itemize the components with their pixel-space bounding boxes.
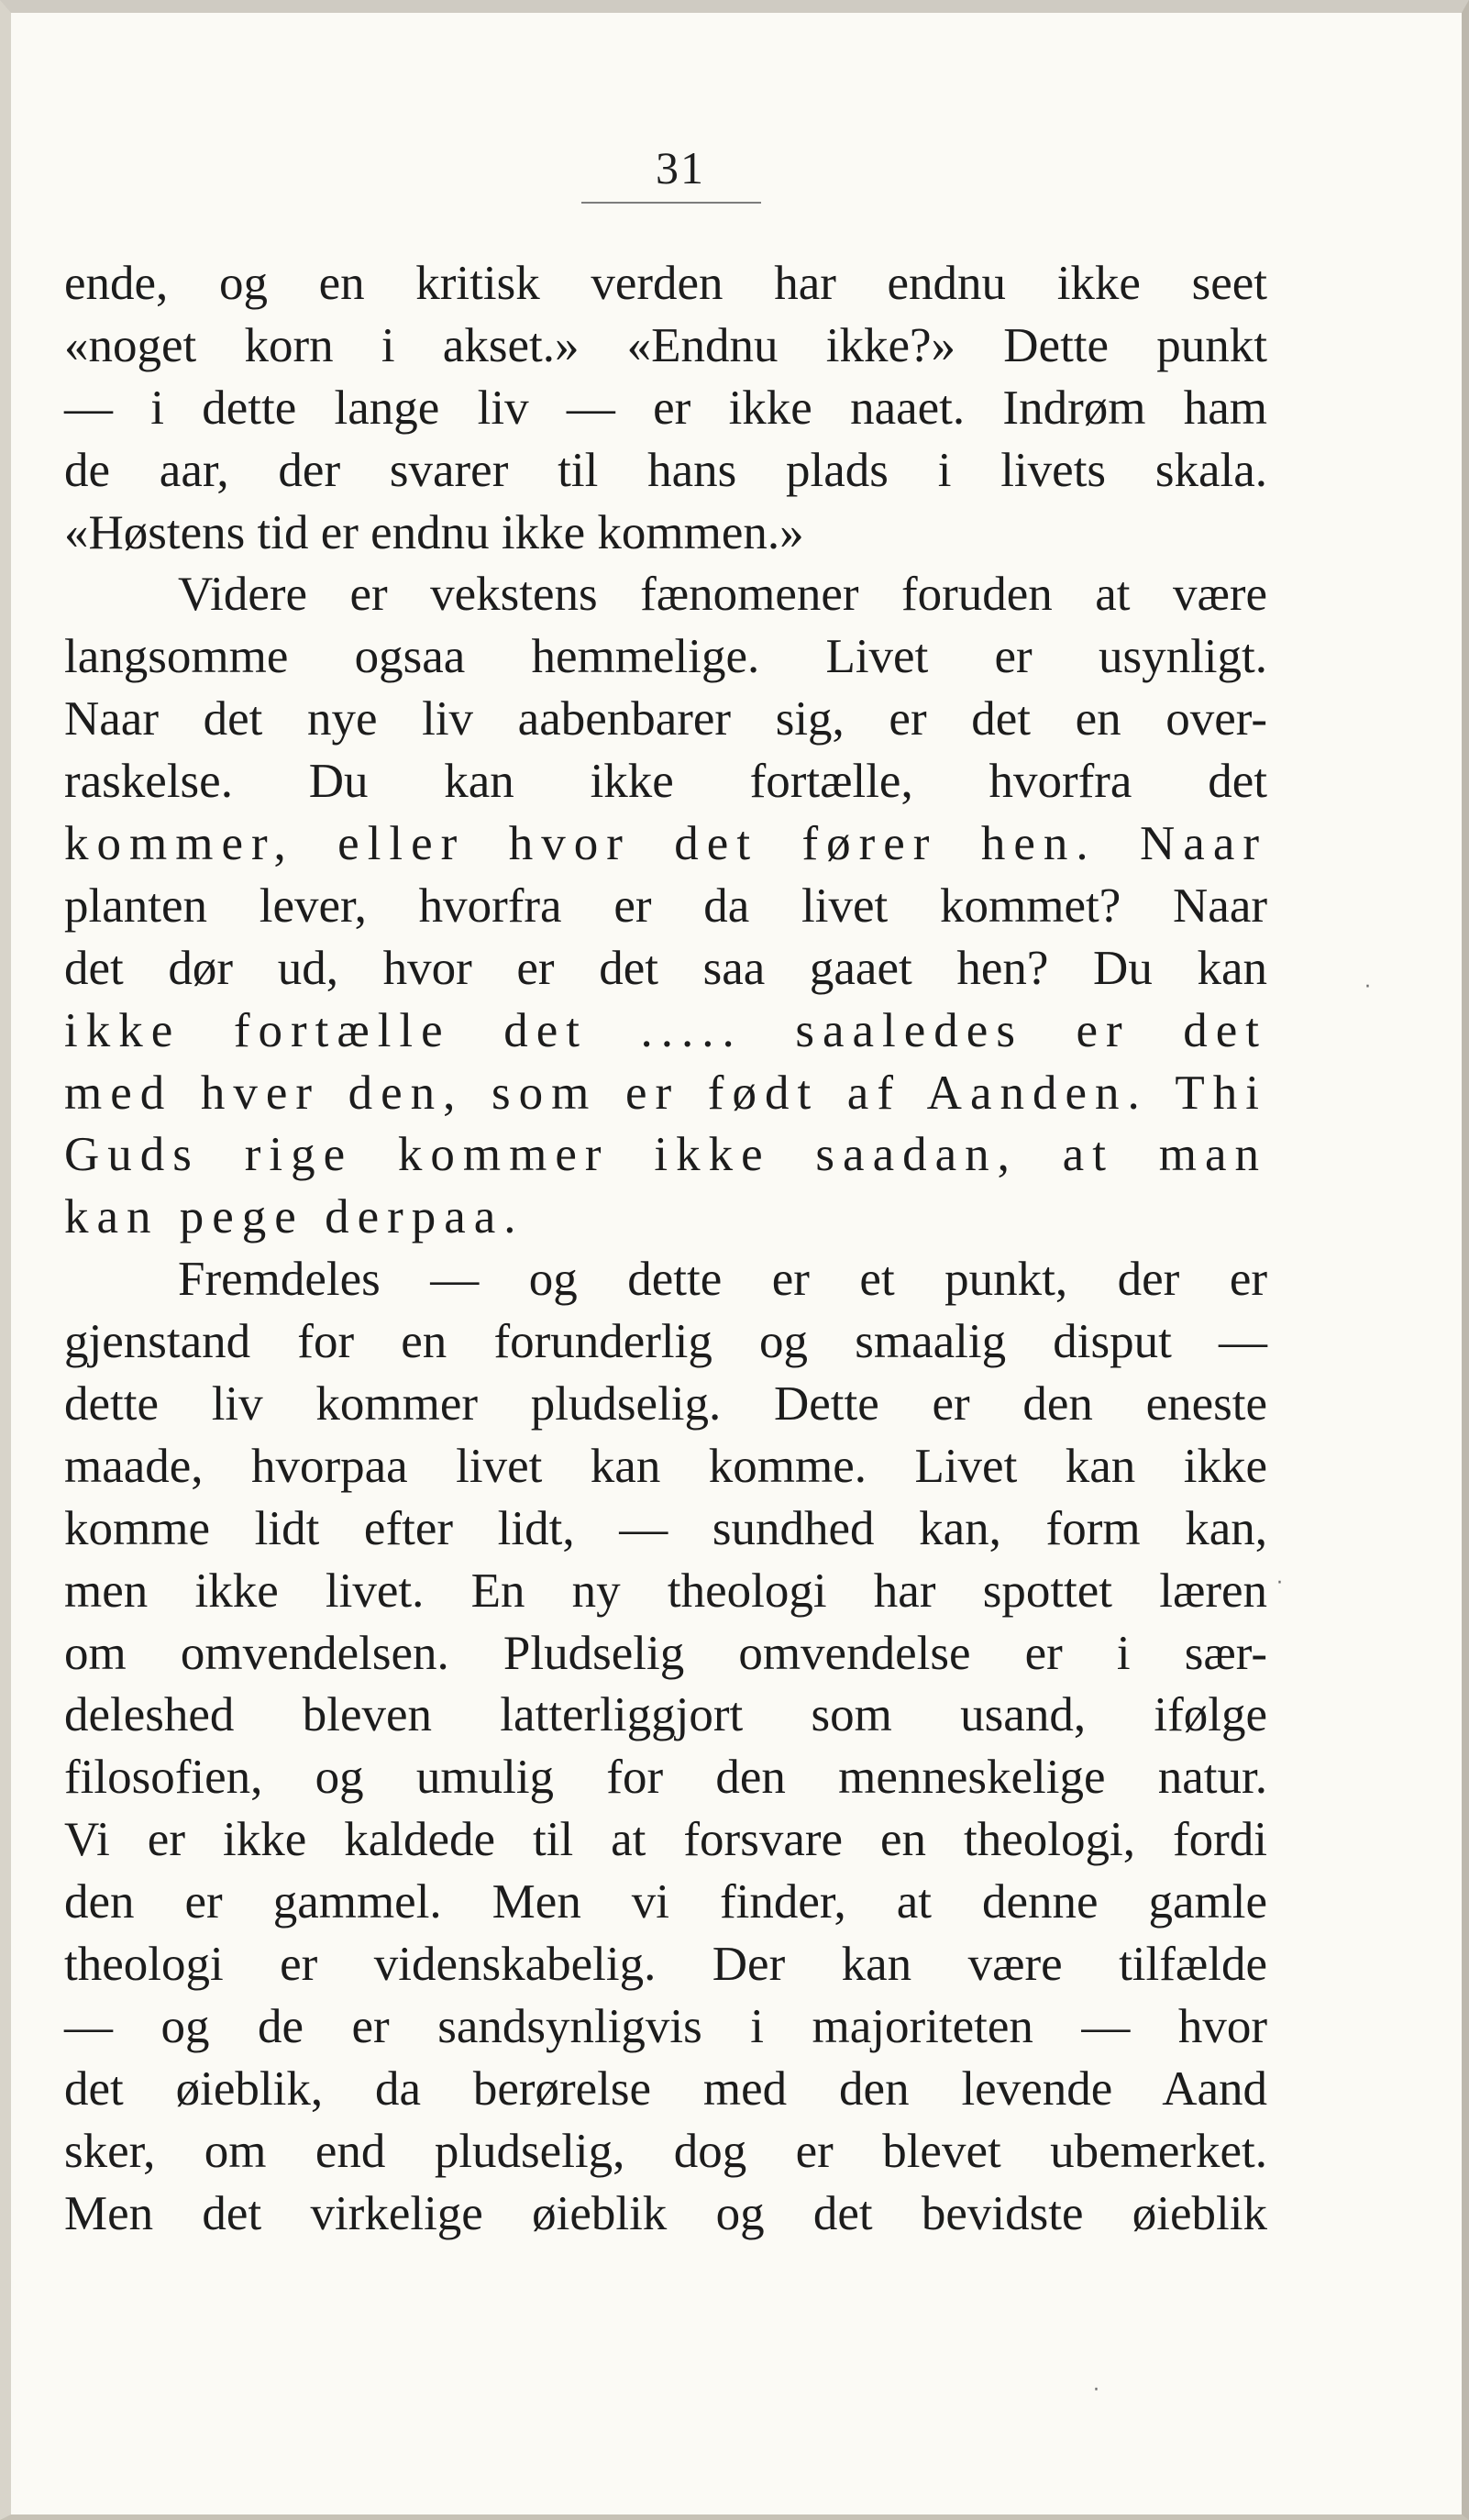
text-line-18: gjenstand for en forunderlig og smaalig disput —	[64, 1315, 1267, 1369]
text-line-5: «Høstens tid er endnu ikke kommen.»	[64, 505, 804, 559]
text-line-28: theologi er videnskabelig. Der kan være tilfælde	[64, 1938, 1267, 1992]
text-line-12: det dør ud, hvor er det saa gaaet hen? Du kan	[64, 941, 1267, 995]
text-line-22: men ikke livet. En ny theologi har spottet læren	[64, 1564, 1267, 1618]
text-line-15: Guds rige kommer ikke saadan, at man	[64, 1128, 1267, 1182]
text-line-3: — i dette lange liv — er ikke naaet. Indrøm ham	[64, 381, 1267, 435]
text-line-24: deleshed bleven latterliggjort som usand, ifølge	[64, 1688, 1267, 1742]
page-number-rule	[581, 202, 761, 204]
text-line-19: dette liv kommer pludselig. Dette er den eneste	[64, 1377, 1267, 1431]
text-line-11: planten lever, hvorfra er da livet kommet? Naar	[64, 879, 1267, 933]
text-line-8: Naar det nye liv aabenbarer sig, er det en over-	[64, 692, 1267, 746]
text-line-10: kommer, eller hvor det fører hen. Naar	[64, 817, 1267, 871]
text-line-29: — og de er sandsynligvis i majoriteten — hvor	[64, 1999, 1267, 2053]
paper-speck: ·	[1276, 1572, 1283, 1595]
paper-speck: ·	[1364, 976, 1371, 999]
text-line-6: Videre er vekstens fænomener foruden at være	[178, 568, 1267, 622]
text-line-23: om omvendelsen. Pludselig omvendelse er i sær-	[64, 1626, 1267, 1680]
page-number: 31	[656, 142, 705, 193]
text-line-31: sker, om end pludselig, dog er blevet ubemerket.	[64, 2124, 1267, 2178]
text-line-32: Men det virkelige øieblik og det bevidste øieblik	[64, 2186, 1267, 2240]
text-line-30: det øieblik, da berørelse med den levende Aand	[64, 2061, 1267, 2116]
text-line-20: maade, hvorpaa livet kan komme. Livet kan ikke	[64, 1439, 1267, 1493]
text-line-27: den er gammel. Men vi finder, at denne gamle	[64, 1875, 1267, 1929]
text-line-2: «noget korn i akset.» «Endnu ikke?» Dette punkt	[64, 318, 1267, 372]
text-line-4: de aar, der svarer til hans plads i livets skala.	[64, 443, 1267, 497]
body-text	[64, 253, 1267, 2246]
text-line-9: raskelse. Du kan ikke fortælle, hvorfra det	[64, 755, 1267, 809]
text-line-21: komme lidt efter lidt, — sundhed kan, form kan,	[64, 1501, 1267, 1555]
text-line-1: ende, og en kritisk verden har endnu ikke seet	[64, 257, 1267, 310]
text-line-7: langsomme ogsaa hemmelige. Livet er usynligt.	[64, 630, 1267, 684]
text-line-17: Fremdeles — og dette er et punkt, der er	[178, 1253, 1267, 1307]
paper-speck: ·	[1093, 2379, 1099, 2402]
text-line-16: kan pege derpaa.	[64, 1190, 525, 1244]
text-line-26: Vi er ikke kaldede til at forsvare en theologi, fordi	[64, 1813, 1267, 1867]
text-line-13: ikke fortælle det ..... saaledes er det	[64, 1003, 1267, 1057]
text-line-25: filosofien, og umulig for den menneskelige natur.	[64, 1751, 1267, 1805]
text-line-14: med hver den, som er født af Aanden. Thi	[64, 1066, 1267, 1120]
